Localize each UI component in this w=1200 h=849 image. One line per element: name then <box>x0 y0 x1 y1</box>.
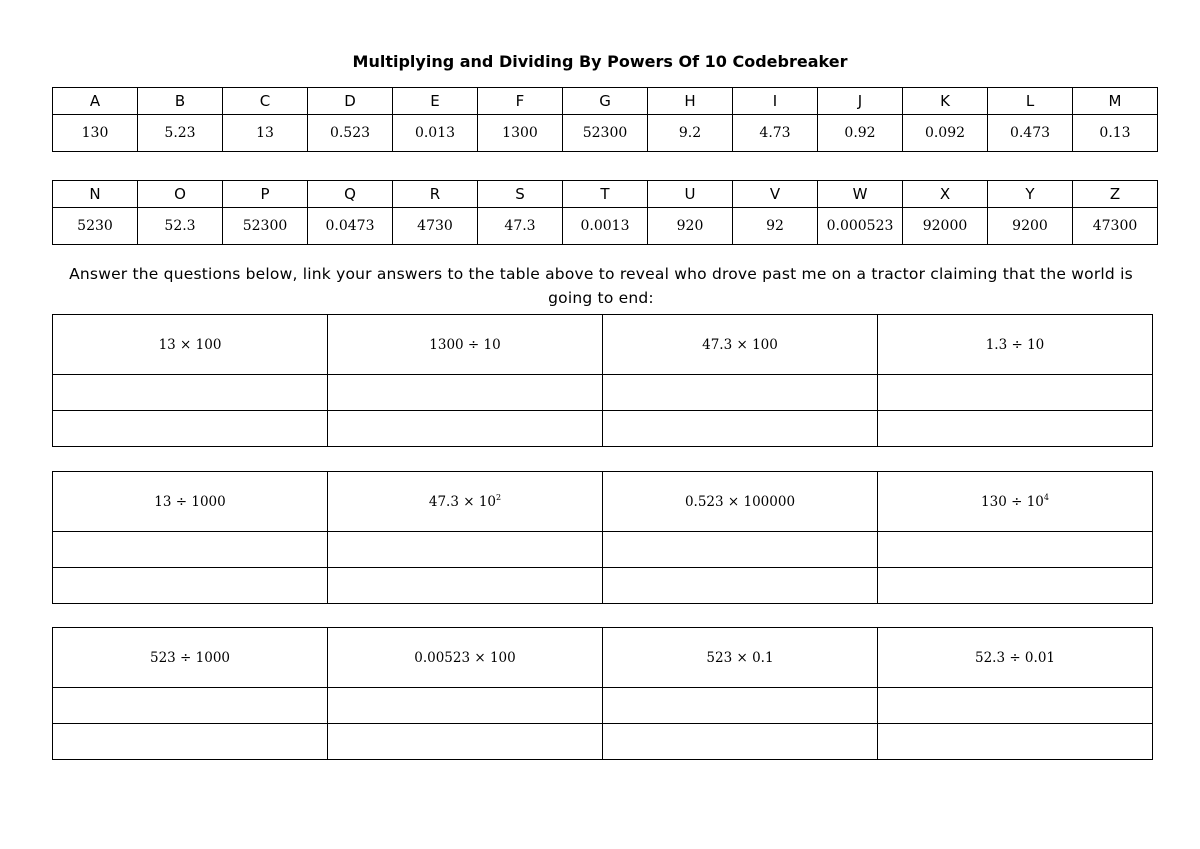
code-letter: A <box>53 88 138 115</box>
question-exponent: 2 <box>496 492 502 502</box>
answer-cell[interactable] <box>603 688 878 724</box>
question-table-3 <box>52 627 1153 760</box>
question-text: 1.3 ÷ 10 <box>985 336 1045 353</box>
code-value: 1300 <box>478 115 563 152</box>
question-text: 13 ÷ 1000 <box>154 493 226 510</box>
letter-cell[interactable] <box>328 568 603 604</box>
code-letter: I <box>733 88 818 115</box>
instructions: Answer the questions below, link your answers to the table above to reveal who drove past me on a tractor claiming that the world is going to end: <box>69 265 1133 307</box>
worksheet-title: Multiplying and Dividing By Powers Of 10 Codebreaker <box>352 52 848 71</box>
question-cell <box>603 628 878 688</box>
code-value: 92 <box>733 208 818 245</box>
question-cell <box>878 315 1153 375</box>
letter-cell[interactable] <box>53 411 328 447</box>
letter-cell[interactable] <box>328 411 603 447</box>
code-letter: X <box>903 181 988 208</box>
code-value: 92000 <box>903 208 988 245</box>
code-table-n-z <box>52 180 1158 245</box>
code-value: 4730 <box>393 208 478 245</box>
code-letter: T <box>563 181 648 208</box>
code-value: 130 <box>53 115 138 152</box>
code-value: 47300 <box>1073 208 1158 245</box>
code-letter: N <box>53 181 138 208</box>
letter-cell[interactable] <box>53 724 328 760</box>
question-text: 523 ÷ 1000 <box>149 649 231 666</box>
code-letter: U <box>648 181 733 208</box>
code-value: 0.0473 <box>308 208 393 245</box>
question-text: 47.3 × 100 <box>702 336 778 353</box>
letter-cell[interactable] <box>603 568 878 604</box>
code-value-row <box>53 115 1158 152</box>
code-value: 0.523 <box>308 115 393 152</box>
letter-cell[interactable] <box>878 568 1153 604</box>
answer-cell[interactable] <box>53 688 328 724</box>
code-letter: V <box>733 181 818 208</box>
code-letter: M <box>1073 88 1158 115</box>
code-value: 9.2 <box>648 115 733 152</box>
letter-row <box>53 724 1153 760</box>
answer-cell[interactable] <box>328 375 603 411</box>
answer-cell[interactable] <box>878 375 1153 411</box>
code-value: 0.13 <box>1073 115 1158 152</box>
code-value: 13 <box>223 115 308 152</box>
code-value: 0.92 <box>818 115 903 152</box>
question-row <box>53 472 1153 532</box>
answer-row <box>53 375 1153 411</box>
code-letter: J <box>818 88 903 115</box>
code-value: 0.473 <box>988 115 1073 152</box>
answer-cell[interactable] <box>53 532 328 568</box>
question-cell <box>53 472 328 532</box>
question-text: 130 ÷ 10 <box>981 493 1044 510</box>
code-letter: W <box>818 181 903 208</box>
question-text: 0.00523 × 100 <box>414 649 516 666</box>
question-text: 1300 ÷ 10 <box>429 336 501 353</box>
question-cell <box>53 628 328 688</box>
question-text: 47.3 × 10 <box>428 493 497 510</box>
answer-row <box>53 532 1153 568</box>
code-letter: G <box>563 88 648 115</box>
question-table-1 <box>52 314 1153 447</box>
question-cell <box>878 628 1153 688</box>
code-letter: H <box>648 88 733 115</box>
code-table-a-m <box>52 87 1158 152</box>
code-letter: C <box>223 88 308 115</box>
question-exponent: 4 <box>1043 492 1049 502</box>
code-letter: Z <box>1073 181 1158 208</box>
code-value: 0.000523 <box>818 208 903 245</box>
code-letter: Q <box>308 181 393 208</box>
code-letter: B <box>138 88 223 115</box>
question-text: 13 × 100 <box>158 336 222 353</box>
code-letter: D <box>308 88 393 115</box>
answer-cell[interactable] <box>603 532 878 568</box>
question-cell <box>328 315 603 375</box>
code-value: 52.3 <box>138 208 223 245</box>
answer-cell[interactable] <box>328 688 603 724</box>
code-value-row <box>53 208 1158 245</box>
code-value: 52300 <box>223 208 308 245</box>
letter-cell[interactable] <box>603 411 878 447</box>
code-value: 0.013 <box>393 115 478 152</box>
letter-cell[interactable] <box>878 724 1153 760</box>
code-value: 52300 <box>563 115 648 152</box>
letter-row <box>53 411 1153 447</box>
code-value: 0.092 <box>903 115 988 152</box>
answer-cell[interactable] <box>603 375 878 411</box>
question-text: 52.3 ÷ 0.01 <box>974 649 1055 666</box>
code-letter: P <box>223 181 308 208</box>
code-letter: K <box>903 88 988 115</box>
code-letter-row <box>53 181 1158 208</box>
question-text: 523 × 0.1 <box>706 649 774 666</box>
question-row <box>53 628 1153 688</box>
code-value: 47.3 <box>478 208 563 245</box>
answer-cell[interactable] <box>328 532 603 568</box>
question-cell <box>53 315 328 375</box>
question-text: 0.523 × 100000 <box>684 493 796 510</box>
answer-cell[interactable] <box>878 688 1153 724</box>
code-letter: Y <box>988 181 1073 208</box>
answer-cell[interactable] <box>878 532 1153 568</box>
answer-cell[interactable] <box>53 375 328 411</box>
code-letter: F <box>478 88 563 115</box>
code-value: 0.0013 <box>563 208 648 245</box>
question-cell <box>328 472 603 532</box>
question-cell <box>603 315 878 375</box>
question-cell <box>878 472 1153 532</box>
letter-row <box>53 568 1153 604</box>
code-value: 920 <box>648 208 733 245</box>
code-letter: L <box>988 88 1073 115</box>
code-letter: O <box>138 181 223 208</box>
code-value: 4.73 <box>733 115 818 152</box>
question-row <box>53 315 1153 375</box>
code-letter: S <box>478 181 563 208</box>
answer-row <box>53 688 1153 724</box>
code-letter: R <box>393 181 478 208</box>
letter-cell[interactable] <box>878 411 1153 447</box>
code-value: 5.23 <box>138 115 223 152</box>
letter-cell[interactable] <box>53 568 328 604</box>
code-value: 9200 <box>988 208 1073 245</box>
question-cell <box>603 472 878 532</box>
question-cell <box>328 628 603 688</box>
letter-cell[interactable] <box>603 724 878 760</box>
code-value: 5230 <box>53 208 138 245</box>
letter-cell[interactable] <box>328 724 603 760</box>
code-letter: E <box>393 88 478 115</box>
code-letter-row <box>53 88 1158 115</box>
question-table-2 <box>52 471 1153 604</box>
